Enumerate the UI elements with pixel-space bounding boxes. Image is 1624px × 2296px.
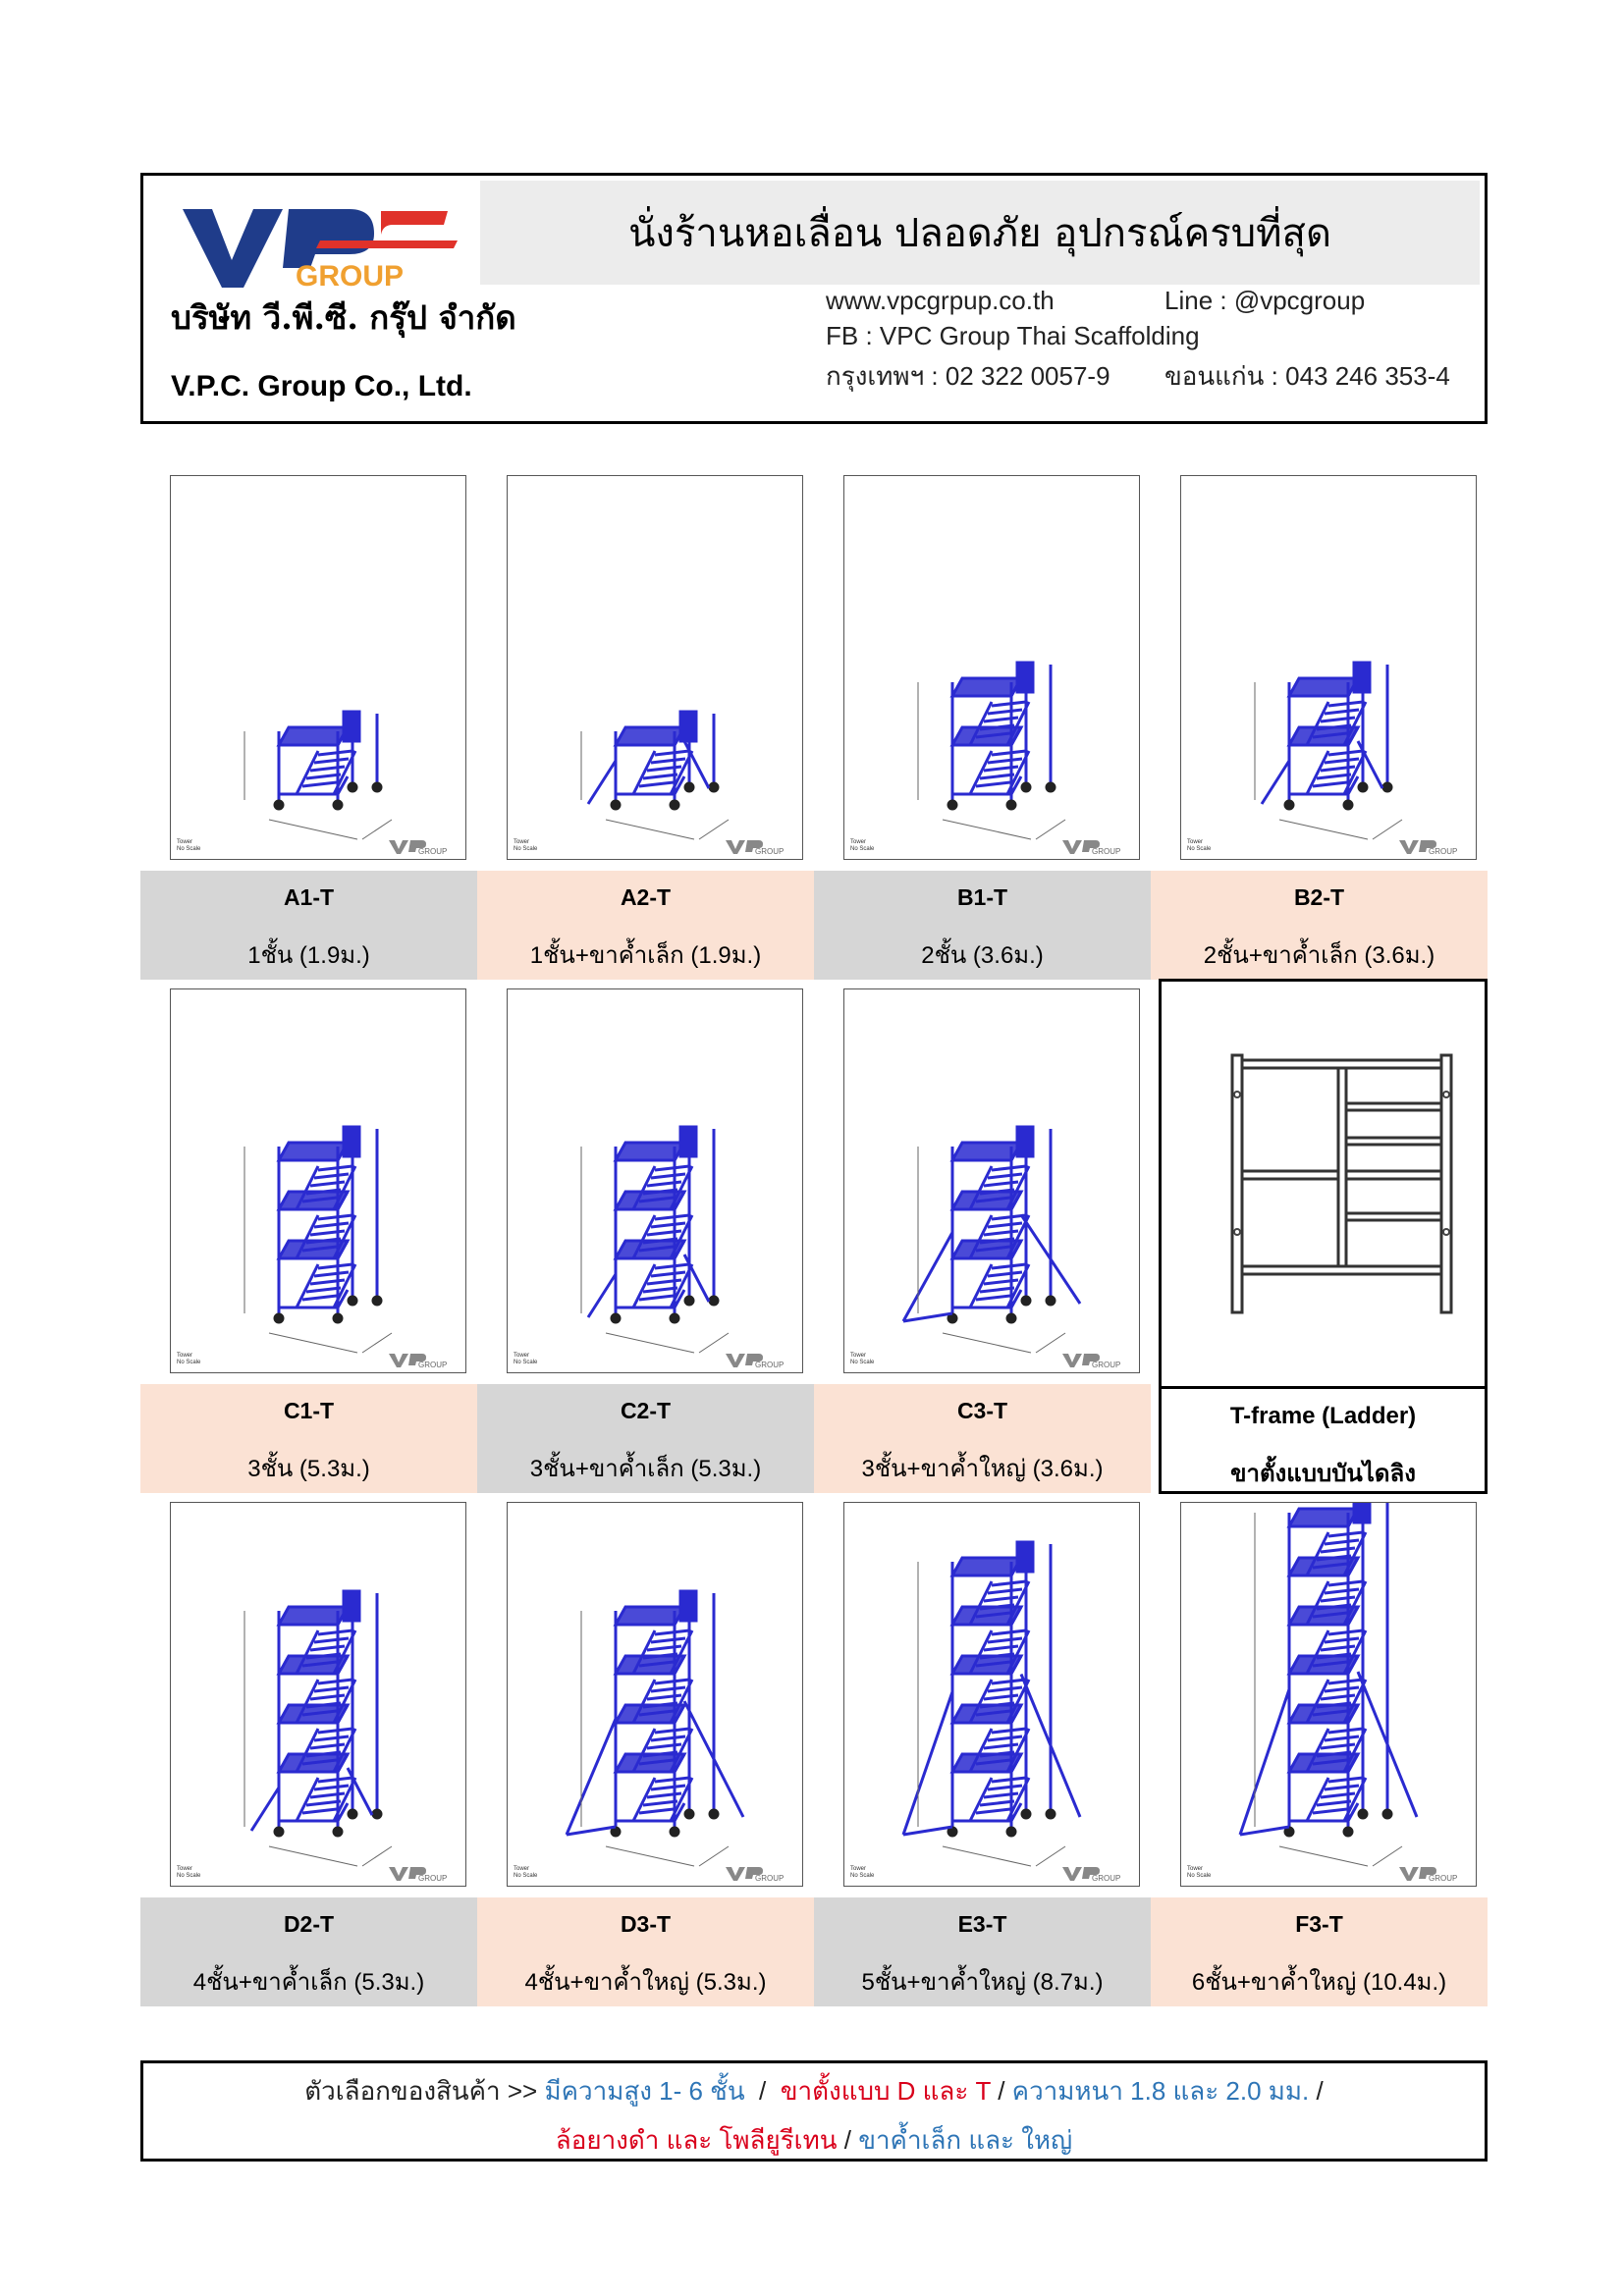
svg-text:GROUP: GROUP — [418, 1361, 448, 1368]
option-separator: / — [1316, 2076, 1324, 2106]
product-code: A2-T — [620, 884, 672, 910]
product-desc: 2ชั้น+ขาค้ำเล็ก (3.6ม.) — [1203, 942, 1435, 969]
tframe-desc: ขาตั้งแบบบันไดลิง — [1230, 1461, 1416, 1487]
option-separator: / — [998, 2076, 1005, 2106]
vpc-watermark-icon — [1397, 837, 1468, 855]
product-desc: 1ชั้น (1.9ม.) — [247, 942, 370, 969]
product-desc: 3ชั้น+ขาค้ำเล็ก (5.3ม.) — [529, 1456, 762, 1482]
options-line-2 — [143, 2120, 1485, 2161]
drawing-caption-line2: No Scale — [850, 846, 875, 852]
vpc-watermark-icon — [724, 1864, 794, 1882]
product-label-c1-t — [140, 1384, 477, 1493]
drawing-caption-line2: No Scale — [514, 846, 538, 852]
drawing-caption-line1: Tower — [850, 839, 867, 845]
vpc-watermark-icon — [1060, 837, 1131, 855]
drawing-caption — [850, 839, 874, 853]
drawing-caption — [1187, 839, 1211, 853]
product-desc: 5ชั้น+ขาค้ำใหญ่ (8.7ม.) — [861, 1969, 1104, 1996]
vpc-watermark-icon — [724, 837, 794, 855]
product-label-f3-t — [1151, 1897, 1488, 2006]
drawing-caption-line2: No Scale — [1187, 1873, 1212, 1879]
header-box — [140, 173, 1488, 424]
product-drawing — [1180, 1502, 1477, 1887]
vpc-watermark-icon — [387, 837, 458, 855]
line-id: Line : @vpcgroup — [1164, 286, 1366, 315]
svg-text:GROUP: GROUP — [755, 1874, 785, 1882]
product-drawing — [843, 475, 1140, 860]
drawing-caption — [1187, 1866, 1211, 1880]
product-code: B1-T — [956, 884, 1008, 910]
drawing-caption-line2: No Scale — [850, 1360, 875, 1365]
scaffold-tower-icon — [171, 989, 465, 1372]
drawing-caption-line2: No Scale — [177, 1360, 201, 1365]
slogan-band — [480, 181, 1480, 285]
drawing-caption-line1: Tower — [850, 1353, 867, 1359]
company-name-thai: บริษัท วี.พี.ซี. กรุ๊ป จำกัด — [171, 298, 516, 337]
drawing-caption-line1: Tower — [177, 1353, 193, 1359]
drawing-caption — [850, 1866, 874, 1880]
product-drawing — [1180, 475, 1477, 860]
product-label-c2-t — [477, 1384, 814, 1493]
svg-text:GROUP: GROUP — [1092, 847, 1121, 855]
product-drawing — [170, 1502, 466, 1887]
phone-bangkok: กรุงเทพฯ : 02 322 0057-9 — [826, 361, 1110, 391]
option-legs: ขาตั้งแบบ D และ T — [780, 2076, 991, 2106]
option-thickness: ความหนา 1.8 และ 2.0 มม. — [1011, 2076, 1310, 2106]
scaffold-tower-icon — [844, 1503, 1139, 1886]
product-drawing — [843, 988, 1140, 1373]
product-code: B2-T — [1293, 884, 1345, 910]
tframe-label — [1159, 1386, 1488, 1494]
company-name-english: V.P.C. Group Co., Ltd. — [171, 370, 472, 402]
drawing-caption-line1: Tower — [514, 1353, 530, 1359]
drawing-caption-line1: Tower — [514, 1866, 530, 1872]
product-label-d3-t — [477, 1897, 814, 2006]
product-code: C3-T — [956, 1398, 1008, 1423]
vpc-watermark-icon — [387, 1864, 458, 1882]
option-separator: / — [843, 2125, 851, 2155]
drawing-caption — [177, 1353, 200, 1366]
scaffold-tower-icon — [844, 989, 1139, 1372]
product-drawing — [843, 1502, 1140, 1887]
drawing-caption-line2: No Scale — [514, 1873, 538, 1879]
options-line-1 — [143, 2071, 1485, 2111]
product-code: D2-T — [283, 1911, 335, 1937]
drawing-caption — [177, 839, 200, 853]
product-drawing — [170, 988, 466, 1373]
product-label-d2-t — [140, 1897, 477, 2006]
product-code: E3-T — [957, 1911, 1007, 1937]
scaffold-tower-icon — [508, 476, 802, 859]
svg-text:GROUP: GROUP — [1092, 1361, 1121, 1368]
drawing-caption — [514, 1866, 537, 1880]
product-code: C1-T — [283, 1398, 335, 1423]
option-wheels: ล้อยางดำ และ โพลียูรีเทน — [555, 2125, 838, 2155]
drawing-caption — [177, 1866, 200, 1880]
vpc-watermark-icon — [1397, 1864, 1468, 1882]
vpc-logo — [173, 189, 467, 297]
drawing-caption-line1: Tower — [177, 1866, 193, 1872]
drawing-caption-line2: No Scale — [514, 1360, 538, 1365]
drawing-caption-line2: No Scale — [850, 1873, 875, 1879]
product-desc: 3ชั้น+ขาค้ำใหญ่ (3.6ม.) — [861, 1456, 1104, 1482]
product-drawing — [170, 475, 466, 860]
product-desc: 6ชั้น+ขาค้ำใหญ่ (10.4ม.) — [1191, 1969, 1447, 1996]
scaffold-tower-icon — [508, 989, 802, 1372]
product-desc: 1ชั้น+ขาค้ำเล็ก (1.9ม.) — [529, 942, 762, 969]
product-code: D3-T — [620, 1911, 672, 1937]
drawing-caption-line1: Tower — [1187, 1866, 1204, 1872]
product-desc: 4ชั้น+ขาค้ำเล็ก (5.3ม.) — [192, 1969, 425, 1996]
svg-text:GROUP: GROUP — [1092, 1874, 1121, 1882]
product-desc: 2ชั้น (3.6ม.) — [921, 942, 1044, 969]
scaffold-tower-icon — [171, 476, 465, 859]
phone-khonkaen: ขอนแก่น : 043 246 353-4 — [1164, 361, 1450, 391]
scaffold-tower-icon — [844, 476, 1139, 859]
svg-text:GROUP: GROUP — [418, 1874, 448, 1882]
drawing-caption — [514, 1353, 537, 1366]
tframe-drawing — [1162, 982, 1485, 1384]
svg-text:GROUP: GROUP — [755, 847, 785, 855]
drawing-caption — [514, 839, 537, 853]
drawing-caption-line2: No Scale — [177, 846, 201, 852]
scaffold-tower-icon — [1181, 476, 1476, 859]
vpc-watermark-icon — [387, 1351, 458, 1368]
tframe-code: T-frame (Ladder) — [1229, 1403, 1417, 1429]
scaffold-tower-icon — [1181, 1503, 1476, 1886]
scaffold-tower-icon — [171, 1503, 465, 1886]
product-label-c3-t — [814, 1384, 1151, 1493]
option-height: มีความสูง 1- 6 ชั้น — [544, 2076, 745, 2106]
drawing-caption-line1: Tower — [850, 1866, 867, 1872]
drawing-caption-line1: Tower — [514, 839, 530, 845]
options-label: ตัวเลือกของสินค้า >> — [304, 2076, 538, 2106]
drawing-caption-line1: Tower — [1187, 839, 1204, 845]
drawing-caption-line2: No Scale — [1187, 846, 1212, 852]
option-separator: / — [759, 2076, 767, 2106]
option-outriggers: ขาค้ำเล็ก และ ใหญ่ — [858, 2125, 1073, 2155]
drawing-caption-line1: Tower — [177, 839, 193, 845]
product-label-a1-t — [140, 871, 477, 980]
website-link[interactable]: www.vpcgrpup.co.th — [826, 286, 1055, 315]
product-code: A1-T — [283, 884, 335, 910]
product-drawing — [507, 988, 803, 1373]
product-options-box — [140, 2060, 1488, 2162]
drawing-caption-line2: No Scale — [177, 1873, 201, 1879]
svg-text:GROUP: GROUP — [418, 847, 448, 855]
slogan: นั่งร้านหอเลื่อน ปลอดภัย อุปกรณ์ครบที่สุด — [628, 211, 1331, 256]
product-label-b1-t — [814, 871, 1151, 980]
product-desc: 3ชั้น (5.3ม.) — [247, 1456, 370, 1482]
svg-text:GROUP: GROUP — [1429, 847, 1458, 855]
svg-text:GROUP: GROUP — [755, 1361, 785, 1368]
vpc-watermark-icon — [1060, 1864, 1131, 1882]
scaffold-tower-icon — [508, 1503, 802, 1886]
product-label-a2-t — [477, 871, 814, 980]
facebook-page: FB : VPC Group Thai Scaffolding — [826, 321, 1200, 350]
product-label-b2-t — [1151, 871, 1488, 980]
product-drawing — [507, 1502, 803, 1887]
product-label-e3-t — [814, 1897, 1151, 2006]
product-drawing — [507, 475, 803, 860]
product-code: C2-T — [620, 1398, 672, 1423]
product-desc: 4ชั้น+ขาค้ำใหญ่ (5.3ม.) — [524, 1969, 767, 1996]
product-code: F3-T — [1295, 1911, 1343, 1937]
vpc-watermark-icon — [724, 1351, 794, 1368]
drawing-caption — [850, 1353, 874, 1366]
svg-text:GROUP: GROUP — [1429, 1874, 1458, 1882]
logo-group-text: GROUP — [296, 260, 405, 293]
vpc-watermark-icon — [1060, 1351, 1131, 1368]
